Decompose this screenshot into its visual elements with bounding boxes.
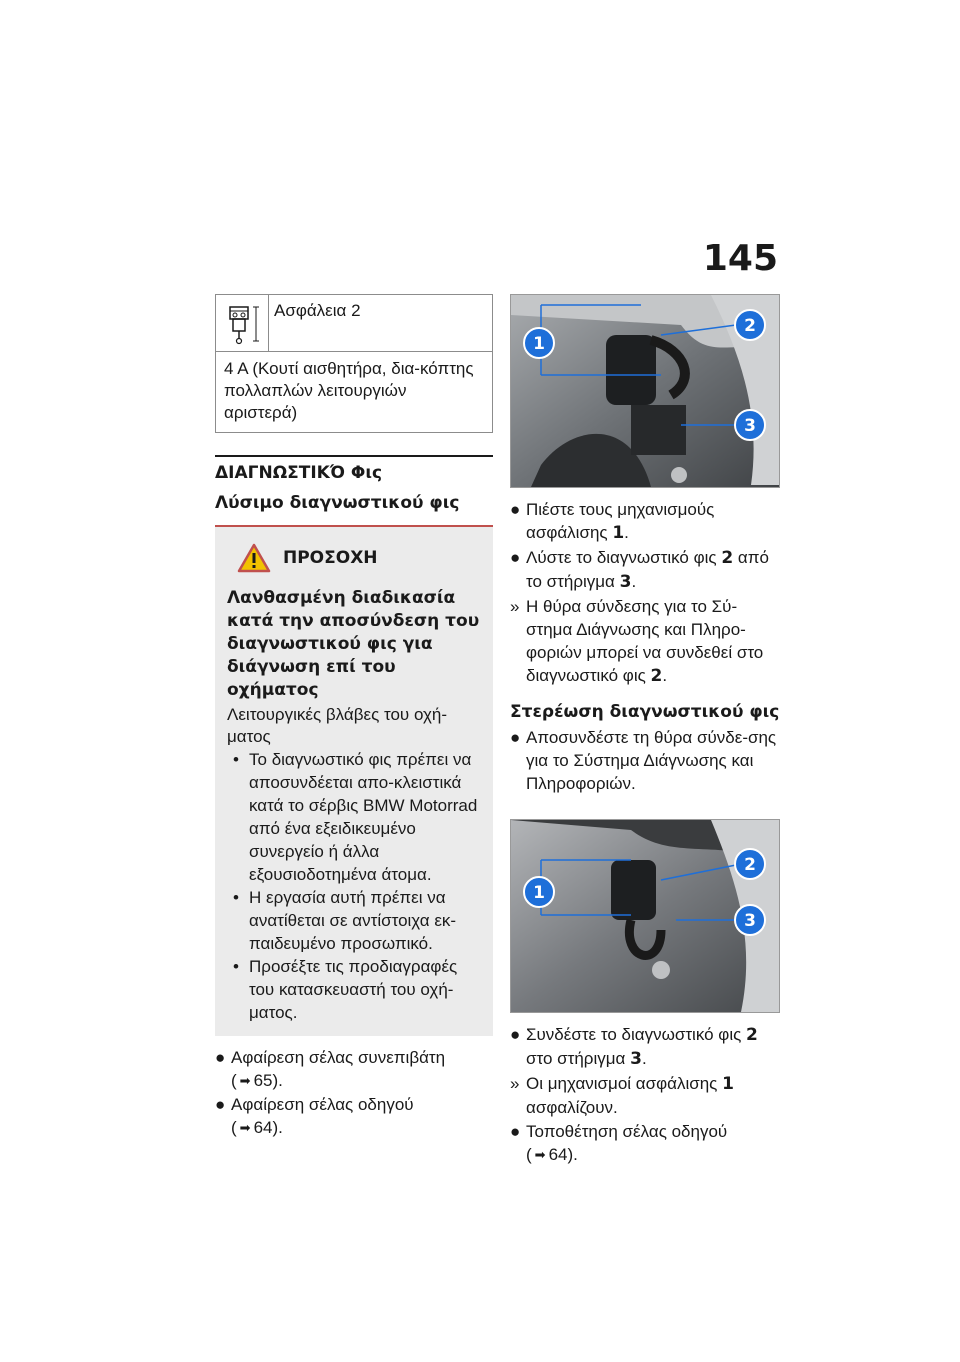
- page-ref-arrow-icon: ➡: [239, 1073, 251, 1088]
- list-item: ● Λύστε το διαγνωστικό φις 2 από το στήριγμα 3.: [510, 548, 769, 592]
- steps-list-2: [510, 726, 780, 795]
- action-list: [215, 1046, 493, 1139]
- fuse-description: 4 A (Κουτί αισθητήρα, δια-κόπτης πολλαπλών λειτουργιών αριστερά): [224, 359, 474, 422]
- left-column: [215, 294, 493, 1140]
- callout-1: 1: [533, 883, 545, 903]
- list-item: ● Πιέστε τους μηχανισμούς ασφάλισης 1.: [510, 500, 715, 543]
- warning-box: [215, 527, 493, 1036]
- list-item: • Το διαγνωστικό φις πρέπει να αποσυνδέεται απο-κλειστικά κατά το σέρβις BMW Motorrad από ένα εξειδικευμένο συνεργείο ή άλλα εξουσιοδοτημένα άτομα.: [233, 750, 478, 884]
- callout-2: 2: [744, 855, 756, 875]
- callout-1: 1: [533, 334, 545, 354]
- list-item: ● Αφαίρεση σέλας οδηγού ( ➡ 64).: [215, 1095, 414, 1137]
- page-ref-arrow-icon: ➡: [534, 1147, 546, 1162]
- callout-3: 3: [744, 911, 756, 931]
- list-item: » Η θύρα σύνδεσης για το Σύ-στημα Διάγνωσης και Πληρο-φοριών μπορεί να συνδεθεί στο διαγνωστικό φις 2.: [510, 597, 764, 686]
- fuse-table: [215, 294, 493, 433]
- warning-bullets: [227, 748, 481, 1024]
- page-ref-arrow-icon: ➡: [239, 1120, 251, 1135]
- sub-title: Λύσιμο διαγνωστικού φις: [215, 493, 460, 513]
- fuse-icon: [224, 303, 264, 345]
- fuse-table-header: [216, 295, 492, 352]
- fuse-label: Ασφάλεια 2: [274, 301, 361, 320]
- diagnostic-plug-photo-2: [510, 819, 780, 1013]
- list-item: » Οι μηχανισμοί ασφάλισης 1 ασφαλίζουν.: [510, 1074, 734, 1117]
- steps-list-3: [510, 1023, 780, 1166]
- section-title: ΔΙΑΓΝΩΣΤΙΚΌ Φις: [215, 463, 383, 483]
- list-item: ● Αποσυνδέστε τη θύρα σύνδε-σης για το Σύστημα Διάγνωσης και Πληροφοριών.: [510, 728, 777, 793]
- list-item: ● Συνδέστε το διαγνωστικό φις 2 στο στήριγμα 3.: [510, 1025, 758, 1069]
- callout-3: 3: [744, 416, 756, 436]
- list-item: ● Τοποθέτηση σέλας οδηγού ( ➡ 64).: [510, 1122, 728, 1164]
- warning-title: ΠΡΟΣΟΧΗ: [283, 548, 378, 568]
- warning-text: Λειτουργικές βλάβες του οχή-ματος: [227, 705, 447, 746]
- list-item: • Προσέξτε τις προδιαγραφές του κατασκευαστή του οχή-ματος.: [233, 957, 458, 1022]
- callout-2: 2: [744, 316, 756, 336]
- diagnostic-plug-photo-1: [510, 294, 780, 488]
- list-item: ● Αφαίρεση σέλας συνεπιβάτη ( ➡ 65).: [215, 1048, 446, 1090]
- page-number: 145: [702, 238, 778, 279]
- fasten-sub-title: Στερέωση διαγνωστικού φις: [510, 702, 780, 722]
- steps-list-1: [510, 498, 780, 688]
- warning-triangle-icon: [237, 543, 271, 573]
- list-item: • Η εργασία αυτή πρέπει να ανατίθεται σε αντίστοιχα εκ-παιδευμένο προσωπικό.: [233, 888, 457, 953]
- warning-lead: Λανθασμένη διαδικασία κατά την αποσύνδεση του διαγνωστικού φις για διάγνωση επί του οχήματος: [227, 588, 480, 700]
- right-column: [510, 294, 780, 1167]
